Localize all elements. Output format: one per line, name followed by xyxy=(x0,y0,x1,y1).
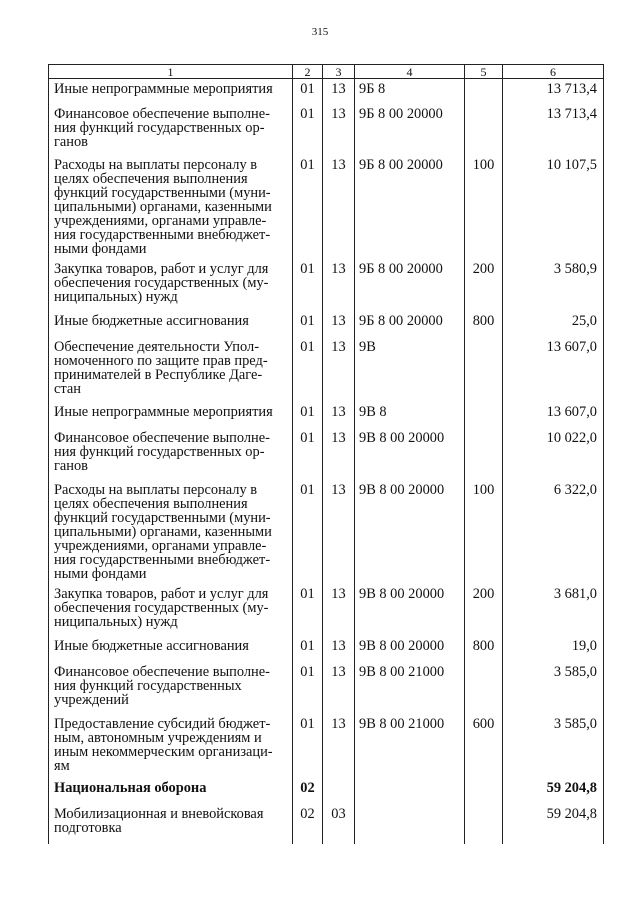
table-row xyxy=(49,104,604,155)
row-name: Расходы на выплаты персоналу в целях обеспечения выполнения функций государственными (муни-ципальными) органами, казенными учреждениями, органами управле-ния государственными внебюджет-ными фондами xyxy=(49,155,293,259)
row-subsection: 13 xyxy=(323,402,355,428)
table-row xyxy=(49,311,604,337)
row-section: 01 xyxy=(293,662,323,714)
row-amount: 13 607,0 xyxy=(503,402,604,428)
row-name: Предоставление субсидий бюджет-ным, автономным учреждениям и иным некоммерческим организаци-ям xyxy=(49,714,293,778)
table-row xyxy=(49,155,604,259)
row-target-code: 9В 8 00 20000 xyxy=(355,636,465,662)
row-amount: 13 607,0 xyxy=(503,337,604,402)
row-target-code xyxy=(355,804,465,844)
row-expense-type xyxy=(465,104,503,155)
row-expense-type: 600 xyxy=(465,714,503,778)
table-body xyxy=(49,79,604,844)
row-amount: 6 322,0 xyxy=(503,480,604,584)
row-target-code: 9Б 8 xyxy=(355,79,465,104)
row-name: Обеспечение деятельности Упол-номоченного по защите прав пред-принимателей в Республике Даге-стан xyxy=(49,337,293,402)
row-section: 01 xyxy=(293,155,323,259)
row-name: Иные непрограммные мероприятия xyxy=(49,79,293,104)
row-amount: 3 580,9 xyxy=(503,259,604,311)
row-subsection: 13 xyxy=(323,155,355,259)
header-row xyxy=(49,65,604,79)
row-amount: 59 204,8 xyxy=(503,778,604,804)
row-section: 01 xyxy=(293,79,323,104)
row-subsection: 13 xyxy=(323,104,355,155)
table-row xyxy=(49,662,604,714)
row-name: Расходы на выплаты персоналу в целях обеспечения выполнения функций государственными (муни-ципальными) органами, казенными учреждениями, органами управле-ния государственными внебюджет-ными фондами xyxy=(49,480,293,584)
table-row xyxy=(49,428,604,480)
row-section: 01 xyxy=(293,636,323,662)
column-header-expense-type: 5 xyxy=(465,65,503,79)
row-expense-type xyxy=(465,662,503,714)
row-name: Национальная оборона xyxy=(49,778,293,804)
row-target-code xyxy=(355,778,465,804)
column-header-subsection: 3 xyxy=(323,65,355,79)
row-section: 02 xyxy=(293,804,323,844)
row-subsection: 13 xyxy=(323,584,355,636)
row-section: 01 xyxy=(293,259,323,311)
table-row xyxy=(49,584,604,636)
table-row xyxy=(49,259,604,311)
row-subsection: 13 xyxy=(323,79,355,104)
row-subsection: 13 xyxy=(323,636,355,662)
row-amount: 10 107,5 xyxy=(503,155,604,259)
row-target-code: 9В 8 00 21000 xyxy=(355,662,465,714)
table-row xyxy=(49,79,604,104)
row-expense-type: 800 xyxy=(465,636,503,662)
table-row xyxy=(49,636,604,662)
row-expense-type xyxy=(465,402,503,428)
row-subsection: 13 xyxy=(323,662,355,714)
row-name: Закупка товаров, работ и услуг для обеспечения государственных (му-ниципальных) нужд xyxy=(49,259,293,311)
page-number: 315 xyxy=(311,26,329,38)
row-amount: 3 585,0 xyxy=(503,662,604,714)
row-section: 02 xyxy=(293,778,323,804)
row-expense-type: 200 xyxy=(465,584,503,636)
row-expense-type: 100 xyxy=(465,480,503,584)
table-row xyxy=(49,804,604,844)
column-header-section: 2 xyxy=(293,65,323,79)
row-target-code: 9Б 8 00 20000 xyxy=(355,104,465,155)
table-row xyxy=(49,337,604,402)
row-subsection: 13 xyxy=(323,714,355,778)
row-expense-type xyxy=(465,337,503,402)
row-target-code: 9В 8 00 21000 xyxy=(355,714,465,778)
row-subsection: 13 xyxy=(323,311,355,337)
row-expense-type xyxy=(465,428,503,480)
row-name: Закупка товаров, работ и услуг для обеспечения государственных (му-ниципальных) нужд xyxy=(49,584,293,636)
row-name: Финансовое обеспечение выполне-ния функций государственных учреждений xyxy=(49,662,293,714)
table-row xyxy=(49,480,604,584)
row-amount: 3 681,0 xyxy=(503,584,604,636)
row-expense-type: 100 xyxy=(465,155,503,259)
row-name: Мобилизационная и вневойсковая подготовка xyxy=(49,804,293,844)
table-row xyxy=(49,778,604,804)
row-target-code: 9Б 8 00 20000 xyxy=(355,311,465,337)
row-target-code: 9Б 8 00 20000 xyxy=(355,259,465,311)
row-amount: 13 713,4 xyxy=(503,104,604,155)
row-subsection: 03 xyxy=(323,804,355,844)
table-row xyxy=(49,402,604,428)
table-row xyxy=(49,714,604,778)
row-target-code: 9Б 8 00 20000 xyxy=(355,155,465,259)
row-expense-type xyxy=(465,79,503,104)
column-header-amount: 6 xyxy=(503,65,604,79)
row-amount: 59 204,8 xyxy=(503,804,604,844)
row-subsection: 13 xyxy=(323,480,355,584)
row-subsection: 13 xyxy=(323,259,355,311)
budget-table xyxy=(48,64,604,844)
row-target-code: 9В 8 00 20000 xyxy=(355,428,465,480)
row-expense-type: 200 xyxy=(465,259,503,311)
row-amount: 25,0 xyxy=(503,311,604,337)
row-section: 01 xyxy=(293,714,323,778)
row-section: 01 xyxy=(293,428,323,480)
column-header-target-code: 4 xyxy=(355,65,465,79)
row-section: 01 xyxy=(293,402,323,428)
row-subsection xyxy=(323,778,355,804)
row-section: 01 xyxy=(293,480,323,584)
row-name: Финансовое обеспечение выполне-ния функций государственных ор-ганов xyxy=(49,104,293,155)
row-section: 01 xyxy=(293,584,323,636)
row-target-code: 9В xyxy=(355,337,465,402)
column-header-name: 1 xyxy=(49,65,293,79)
row-subsection: 13 xyxy=(323,337,355,402)
row-expense-type: 800 xyxy=(465,311,503,337)
row-expense-type xyxy=(465,804,503,844)
row-target-code: 9В 8 00 20000 xyxy=(355,480,465,584)
row-target-code: 9В 8 00 20000 xyxy=(355,584,465,636)
row-section: 01 xyxy=(293,311,323,337)
row-amount: 13 713,4 xyxy=(503,79,604,104)
row-section: 01 xyxy=(293,104,323,155)
row-amount: 10 022,0 xyxy=(503,428,604,480)
row-section: 01 xyxy=(293,337,323,402)
row-target-code: 9В 8 xyxy=(355,402,465,428)
row-amount: 19,0 xyxy=(503,636,604,662)
row-name: Иные бюджетные ассигнования xyxy=(49,636,293,662)
row-name: Иные бюджетные ассигнования xyxy=(49,311,293,337)
table-header xyxy=(49,65,604,79)
row-expense-type xyxy=(465,778,503,804)
row-name: Иные непрограммные мероприятия xyxy=(49,402,293,428)
row-amount: 3 585,0 xyxy=(503,714,604,778)
row-name: Финансовое обеспечение выполне-ния функций государственных ор-ганов xyxy=(49,428,293,480)
row-subsection: 13 xyxy=(323,428,355,480)
